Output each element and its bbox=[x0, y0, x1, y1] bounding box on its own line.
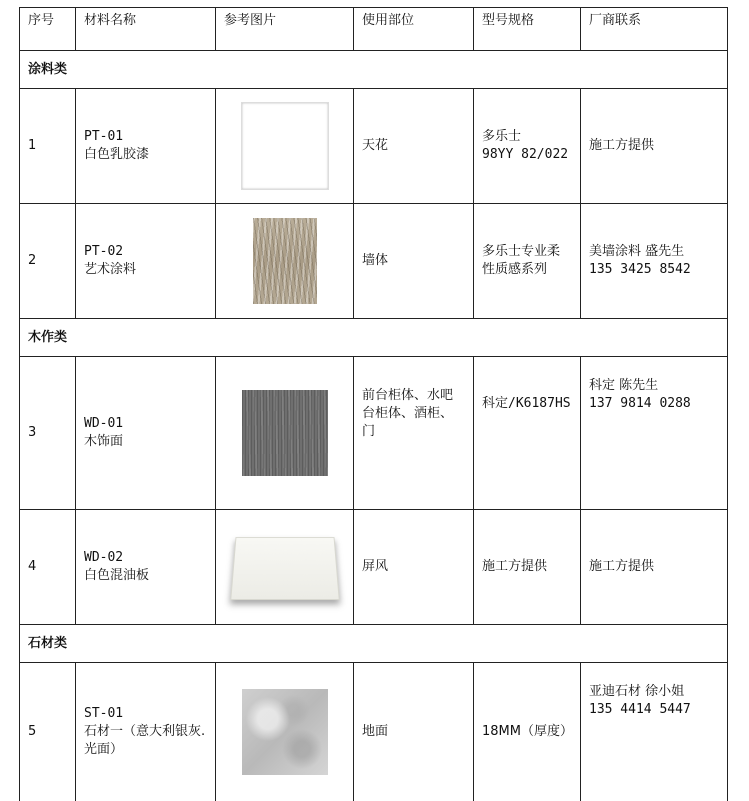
material-name: 白色混油板 bbox=[84, 567, 207, 585]
table-row bbox=[20, 204, 728, 319]
category-row bbox=[20, 319, 728, 357]
category-label: 涂料类 bbox=[20, 51, 728, 89]
material-name: 艺术涂料 bbox=[84, 261, 207, 279]
material-cell bbox=[76, 510, 216, 625]
contact-cell bbox=[581, 89, 728, 204]
spec-line: 18MM（厚度） bbox=[482, 723, 572, 741]
location: 墙体 bbox=[354, 204, 474, 319]
header-location: 使用部位 bbox=[354, 8, 474, 51]
header-row bbox=[20, 8, 728, 51]
spec-cell bbox=[474, 89, 581, 204]
material-code: ST-01 bbox=[84, 705, 207, 723]
contact-line: 美墙涂料 盛先生 bbox=[589, 243, 719, 261]
row-no: 2 bbox=[20, 204, 76, 319]
materials-table bbox=[19, 7, 728, 801]
spec-cell bbox=[474, 204, 581, 319]
spec-line: 施工方提供 bbox=[482, 558, 572, 576]
header-no: 序号 bbox=[20, 8, 76, 51]
category-label: 木作类 bbox=[20, 319, 728, 357]
material-code: WD-01 bbox=[84, 415, 207, 433]
material-name: 白色乳胶漆 bbox=[84, 146, 207, 164]
white-paint-swatch bbox=[241, 102, 329, 190]
image-cell bbox=[216, 89, 354, 204]
contact-line: 施工方提供 bbox=[589, 558, 719, 576]
material-cell bbox=[76, 663, 216, 801]
contact-cell bbox=[581, 357, 728, 510]
spec-line: 科定/K6187HS bbox=[482, 395, 572, 413]
marble-swatch bbox=[242, 689, 328, 775]
spec-line: 98YY 82/022 bbox=[482, 146, 572, 164]
material-code: PT-01 bbox=[84, 128, 207, 146]
spec-line: 多乐士专业柔 bbox=[482, 243, 572, 261]
image-cell bbox=[216, 510, 354, 625]
material-cell bbox=[76, 357, 216, 510]
header-spec: 型号规格 bbox=[474, 8, 581, 51]
row-no: 4 bbox=[20, 510, 76, 625]
material-name: 木饰面 bbox=[84, 433, 207, 451]
spec-cell bbox=[474, 357, 581, 510]
row-no: 3 bbox=[20, 357, 76, 510]
material-name: 石材一（意大利银灰.光面） bbox=[84, 723, 207, 759]
header-contact: 厂商联系 bbox=[581, 8, 728, 51]
category-label: 石材类 bbox=[20, 625, 728, 663]
table-row bbox=[20, 663, 728, 801]
image-cell bbox=[216, 204, 354, 319]
location: 天花 bbox=[354, 89, 474, 204]
category-row bbox=[20, 625, 728, 663]
table-row bbox=[20, 510, 728, 625]
white-board-swatch bbox=[230, 537, 340, 600]
location: 屏风 bbox=[354, 510, 474, 625]
header-reference-image: 参考图片 bbox=[216, 8, 354, 51]
material-code: PT-02 bbox=[84, 243, 207, 261]
contact-phone: 135 3425 8542 bbox=[589, 261, 719, 279]
material-cell bbox=[76, 204, 216, 319]
art-paint-swatch bbox=[253, 218, 317, 304]
location: 前台柜体、水吧台柜体、酒柜、门 bbox=[354, 357, 474, 510]
contact-line: 科定 陈先生 bbox=[589, 377, 719, 395]
location: 地面 bbox=[354, 663, 474, 801]
spec-cell bbox=[474, 663, 581, 801]
contact-phone: 137 9814 0288 bbox=[589, 395, 719, 413]
contact-phone: 135 4414 5447 bbox=[589, 701, 719, 719]
spec-line: 多乐士 bbox=[482, 128, 572, 146]
contact-cell bbox=[581, 663, 728, 801]
contact-line: 亚迪石材 徐小姐 bbox=[589, 683, 719, 701]
contact-cell bbox=[581, 510, 728, 625]
header-material-name: 材料名称 bbox=[76, 8, 216, 51]
table-row bbox=[20, 357, 728, 510]
material-code: WD-02 bbox=[84, 549, 207, 567]
category-row bbox=[20, 51, 728, 89]
image-cell bbox=[216, 663, 354, 801]
spec-cell bbox=[474, 510, 581, 625]
contact-cell bbox=[581, 204, 728, 319]
contact-line: 施工方提供 bbox=[589, 137, 719, 155]
table-row bbox=[20, 89, 728, 204]
material-cell bbox=[76, 89, 216, 204]
spec-line: 性质感系列 bbox=[482, 261, 572, 279]
wood-veneer-swatch bbox=[242, 390, 328, 476]
row-no: 1 bbox=[20, 89, 76, 204]
image-cell bbox=[216, 357, 354, 510]
row-no: 5 bbox=[20, 663, 76, 801]
